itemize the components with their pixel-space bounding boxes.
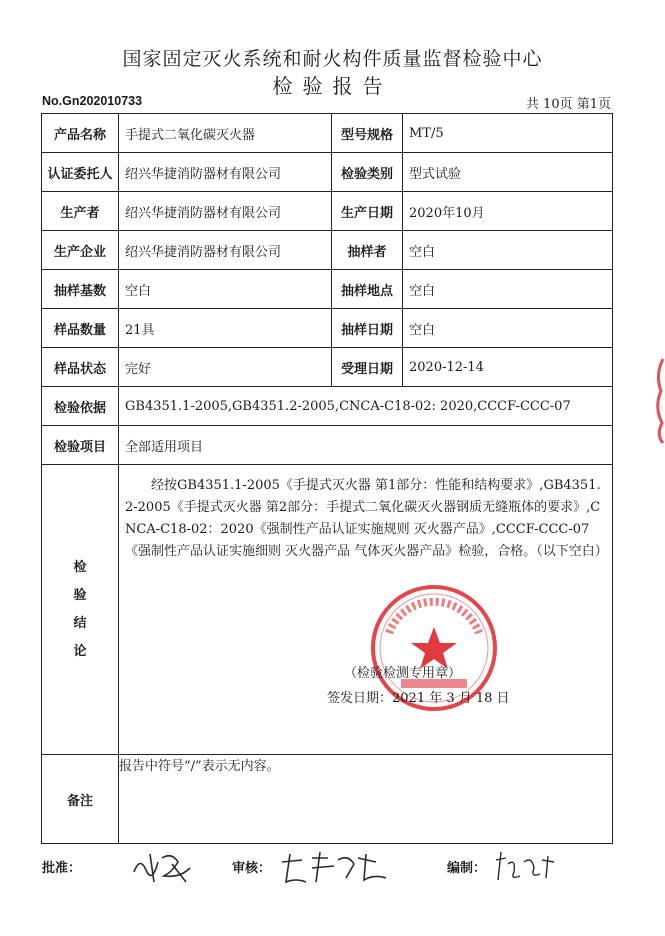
field-label: 样品状态 — [42, 348, 119, 387]
review-label: 审核： — [232, 861, 272, 876]
field-value: 21具 — [119, 309, 332, 348]
field-label: 认证委托人 — [42, 153, 119, 192]
signature-row — [0, 854, 665, 894]
report-table — [41, 113, 613, 844]
field-value: 空白 — [119, 270, 332, 309]
notes-text: 报告中符号“/”表示无内容。 — [119, 755, 613, 844]
field-value: 2020年10月 — [403, 192, 613, 231]
conclusion-label-char: 结 — [73, 615, 87, 631]
field-value: 型式试验 — [403, 153, 613, 192]
field-value: 完好 — [119, 348, 332, 387]
conclusion-text: 经按GB4351.1-2005《手提式灭火器 第1部分：性能和结构要求》,GB4351.2-2005《手提式灭火器 第2部分：手提式二氧化碳灭火器钢质无缝瓶体的要求》,CNCA-C18-02：2020《强制性产品认证实施规则 灭火器产品》,CCCF-CCC-07《强制性产品认证实施细则 灭火器产品 气体灭火器产品》检验，合格。（以下空白） — [125, 478, 608, 559]
page-info: 共 10页 第1页 — [525, 97, 611, 112]
table-row — [42, 465, 613, 755]
document-title: 检验报告 — [272, 74, 393, 98]
inspection-items: 全部适用项目 — [119, 426, 613, 465]
issue-date-line — [327, 687, 510, 706]
field-label: 生产日期 — [332, 192, 403, 231]
table-row — [42, 114, 613, 153]
field-value: MT/5 — [403, 114, 613, 153]
table-row — [42, 755, 613, 844]
table-row — [42, 348, 613, 387]
conclusion-label — [42, 465, 119, 755]
field-label: 备注 — [42, 755, 119, 844]
reviewer-signature-icon — [276, 848, 396, 888]
field-label: 生产企业 — [42, 231, 119, 270]
field-value: 手提式二氧化碳灭火器 — [119, 114, 332, 153]
conclusion-cell — [119, 465, 613, 755]
conclusion-label-char: 检 — [73, 559, 87, 575]
table-row — [42, 231, 613, 270]
table-row — [42, 270, 613, 309]
field-value: 空白 — [403, 231, 613, 270]
field-label: 受理日期 — [332, 348, 403, 387]
field-label: 检验依据 — [42, 387, 119, 426]
field-label: 型号规格 — [332, 114, 403, 153]
organization-name: 国家固定灭火系统和耐火构件质量监督检验中心 — [122, 48, 543, 70]
compile-label: 编制： — [447, 861, 487, 876]
field-label: 抽样日期 — [332, 309, 403, 348]
field-value: 空白 — [403, 270, 613, 309]
table-row — [42, 192, 613, 231]
field-label: 产品名称 — [42, 114, 119, 153]
approve-label: 批准： — [42, 861, 82, 876]
table-row — [42, 153, 613, 192]
field-value: 2020-12-14 — [403, 348, 613, 387]
field-label: 抽样基数 — [42, 270, 119, 309]
field-label: 检验项目 — [42, 426, 119, 465]
table-row — [42, 426, 613, 465]
approver-signature-icon — [128, 848, 198, 888]
inspection-basis: GB4351.1-2005,GB4351.2-2005,CNCA-C18-02: 2020,CCCF-CCC-07 — [119, 387, 613, 426]
field-value: 绍兴华捷消防器材有限公司 — [119, 153, 332, 192]
field-label: 检验类别 — [332, 153, 403, 192]
field-label: 抽样者 — [332, 231, 403, 270]
issue-date-label: 签发日期： — [327, 691, 393, 706]
conclusion-label-char: 论 — [73, 643, 87, 659]
field-value: 绍兴华捷消防器材有限公司 — [119, 192, 332, 231]
table-row — [42, 309, 613, 348]
stamp-caption: （检验检测专用章） — [344, 666, 462, 681]
field-label: 抽样地点 — [332, 270, 403, 309]
field-value: 绍兴华捷消防器材有限公司 — [119, 231, 332, 270]
seam-seal-icon — [651, 355, 665, 445]
issue-date: 2021 年 3 月 18 日 — [392, 691, 510, 706]
report-number: No.Gn202010733 — [42, 94, 143, 108]
conclusion-label-char: 验 — [73, 587, 87, 603]
compiler-signature-icon — [490, 848, 560, 888]
field-value: 空白 — [403, 309, 613, 348]
field-label: 生产者 — [42, 192, 119, 231]
field-label: 样品数量 — [42, 309, 119, 348]
table-row — [42, 387, 613, 426]
